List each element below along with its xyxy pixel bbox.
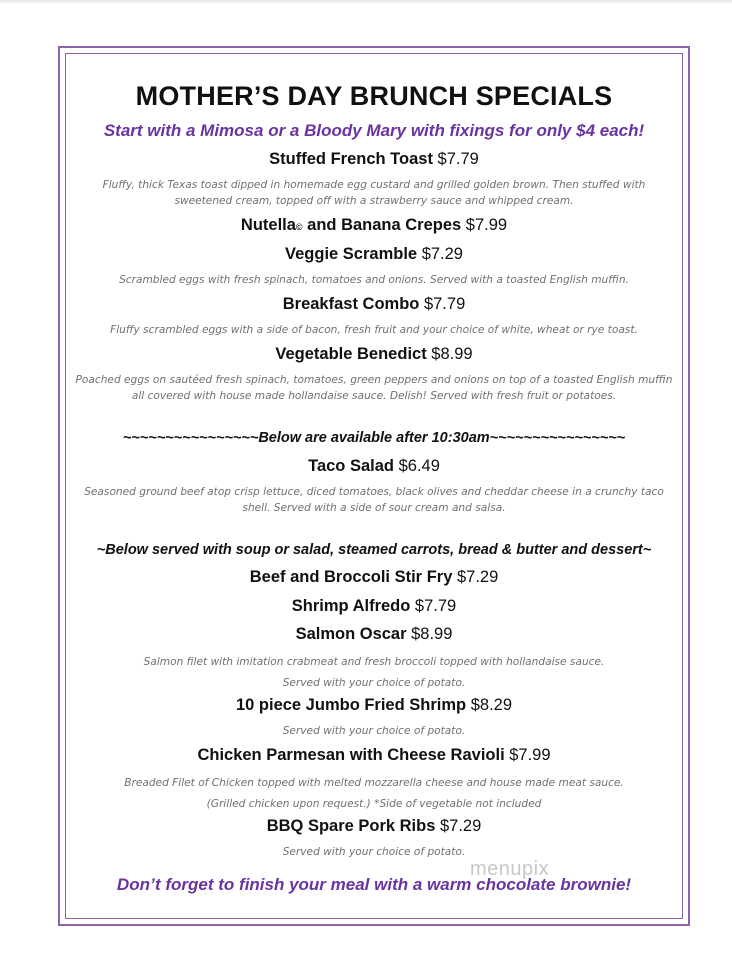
menu-item-beef-broccoli	[66, 568, 682, 587]
item-name: Shrimp Alfredo	[291, 597, 411, 615]
item-price: $6.49	[398, 457, 440, 475]
desc-line: (Grilled chicken upon request.) *Side of vegetable not included	[206, 798, 542, 810]
item-price: $7.79	[414, 597, 457, 615]
desc-line: Served with your choice of potato.	[282, 677, 466, 689]
item-name: Beef and Broccoli Stir Fry	[249, 568, 453, 586]
item-name: Nutella	[240, 216, 296, 234]
item-name: 10 piece Jumbo Fried Shrimp	[235, 696, 467, 714]
item-description	[66, 652, 682, 694]
item-price: $8.29	[470, 696, 513, 714]
item-price: $7.29	[440, 817, 482, 835]
desc-line: Fluffy, thick Texas toast dipped in homemade egg custard and grilled golden brown. Then stuffed with	[102, 179, 646, 191]
item-description	[66, 322, 682, 338]
item-description	[66, 773, 682, 815]
item-name: Chicken Parmesan with Cheese Ravioli	[197, 746, 505, 764]
desc-line: Served with your choice of potato.	[282, 725, 466, 737]
menu-item-veggie-scramble	[66, 245, 682, 264]
item-description	[66, 372, 682, 404]
item-price: $7.99	[465, 216, 508, 234]
menupix-watermark: menupix	[470, 858, 550, 880]
desc-line: Fluffy scrambled eggs with a side of bacon, fresh fruit and your choice of white, wheat or rye toast.	[110, 324, 638, 336]
item-name: Stuffed French Toast	[269, 150, 433, 168]
section-divider-after-1030: ~~~~~~~~~~~~~~~~Below are available after 10:30am~~~~~~~~~~~~~~~~	[122, 430, 626, 446]
item-price: $7.99	[509, 746, 551, 764]
item-price: $8.99	[431, 345, 473, 363]
menu-item-salmon-oscar	[66, 625, 682, 644]
item-name: Veggie Scramble	[285, 245, 418, 263]
item-price: $8.99	[411, 625, 453, 643]
menu-item-vegetable-benedict	[66, 345, 682, 364]
item-price: $7.29	[421, 245, 463, 263]
desc-line: Served with your choice of potato.	[282, 846, 466, 858]
menu-item-taco-salad	[66, 457, 682, 476]
item-name-rest: and Banana Crepes	[302, 216, 462, 234]
top-shadow	[0, 0, 732, 4]
copyright-mark: ©	[295, 222, 303, 232]
desc-line: all covered with house made hollandaise sauce. Delish! Served with fresh fruit or potatoes.	[131, 390, 617, 402]
menu-item-nutella-crepes	[66, 216, 682, 235]
desc-line: Seasoned ground beef atop crisp lettuce, diced tomatoes, black olives and cheddar cheese in a crunchy taco	[84, 486, 664, 498]
item-name: Salmon Oscar	[295, 625, 407, 643]
mimosa-promo: Start with a Mimosa or a Bloody Mary with fixings for only $4 each!	[103, 121, 645, 140]
item-name: Vegetable Benedict	[275, 345, 427, 363]
menu-item-jumbo-fried-shrimp	[66, 696, 682, 715]
menu-item-breakfast-combo	[66, 295, 682, 314]
desc-line: Salmon filet with imitation crabmeat and fresh broccoli topped with hollandaise sauce.	[143, 656, 605, 668]
brownie-promo: Don’t forget to finish your meal with a warm chocolate brownie!	[116, 875, 632, 894]
item-description	[66, 484, 682, 516]
item-price: $7.29	[456, 568, 499, 586]
item-price: $7.79	[437, 150, 479, 168]
desc-line: shell. Served with a side of sour cream and salsa.	[242, 502, 506, 514]
desc-line: Breaded Filet of Chicken topped with melted mozzarella cheese and house made meat sauce.	[124, 777, 624, 789]
menu-item-shrimp-alfredo	[66, 597, 682, 616]
section-divider-soup-salad: ~Below served with soup or salad, steamed carrots, bread & butter and dessert~	[96, 542, 652, 558]
desc-line: Poached eggs on sautéed fresh spinach, tomatoes, green peppers and onions on top of a toasted English muffin	[75, 374, 673, 386]
item-description	[66, 272, 682, 288]
item-price: $7.79	[423, 295, 466, 313]
menu-item-bbq-ribs	[66, 817, 682, 836]
page-title: MOTHER’S DAY BRUNCH SPECIALS	[135, 81, 613, 111]
desc-line: sweetened cream, topped off with a strawberry sauce and whipped cream.	[174, 195, 574, 207]
item-description	[66, 844, 682, 860]
item-name: Breakfast Combo	[282, 295, 420, 313]
item-name: BBQ Spare Pork Ribs	[266, 817, 436, 835]
item-name: Taco Salad	[308, 457, 394, 475]
item-description	[66, 177, 682, 209]
item-description	[66, 723, 682, 739]
menu-item-chicken-parmesan	[66, 746, 682, 765]
desc-line: Scrambled eggs with fresh spinach, tomatoes and onions. Served with a toasted English muffin.	[119, 274, 629, 286]
menu-item-stuffed-french-toast	[66, 150, 682, 169]
